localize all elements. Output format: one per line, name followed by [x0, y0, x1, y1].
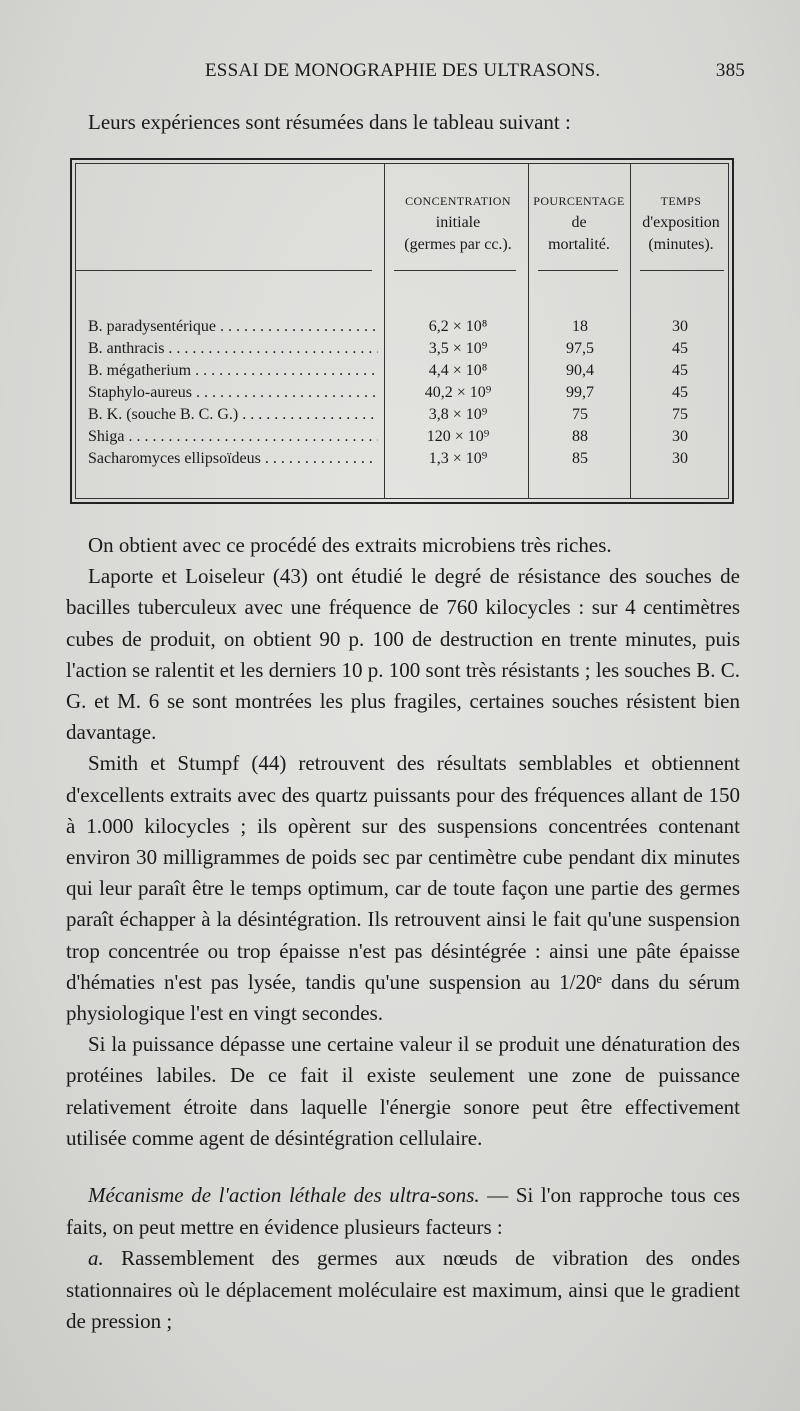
- item-text: Rassemblement des germes aux nœuds de vibration des ondes stationnaires où le déplacement moléculaire est maximum, ainsi que le gradient de pression ;: [66, 1246, 740, 1333]
- column-header-concentration: CONCENTRATION initiale (germes par cc.).: [404, 194, 512, 253]
- concentration-value: 6,2 × 10⁸: [428, 318, 488, 335]
- time-value: 30: [672, 450, 688, 467]
- mortality-value: 99,7: [566, 384, 594, 401]
- organism-name: B. mégatherium . . .: [88, 362, 378, 380]
- mechanism-heading: Mécanisme de l'action léthale des ultra-sons.: [88, 1183, 480, 1207]
- header-rule: [640, 270, 724, 271]
- paragraph: Smith et Stumpf (44) retrouvent des résultats semblables et obtiennent d'excellents extraits avec des quartz puissants pour des fréquences allant de 150 à 1.000 kilocycles ; ils opèrent sur des suspensions concentrées contenant environ 30 milligrammes de poids sec par centimètre cube pendant dix minutes qui leur paraît être le temps optimum, car de toute façon une partie des germes paraît échapper à la désintégration. Ils retrouvent ainsi le fait qu'une suspension trop concentrée ou trop épaisse n'est pas désintégrée : ainsi une pâte épaisse d'hématies n'est pas lysée, tandis qu'une suspension au 1/20ᵉ dans du sérum physiologique l'est en vingt secondes.: [66, 751, 740, 1026]
- time-value: 30: [672, 318, 688, 335]
- mechanism-section: [66, 1180, 740, 1338]
- mortality-value: 97,5: [566, 340, 594, 357]
- mechanism-item: [66, 1243, 740, 1338]
- time-value: 75: [672, 406, 688, 423]
- organism-name: B. anthracis . . .: [88, 340, 378, 358]
- running-title: ESSAI DE MONOGRAPHIE DES ULTRASONS.: [205, 60, 601, 81]
- mechanism-dash: —: [479, 1183, 516, 1207]
- body-text: [66, 530, 740, 1154]
- page-number: 385: [715, 60, 745, 81]
- mortality-value: 75: [572, 406, 588, 423]
- concentration-value: 3,8 × 10⁹: [428, 406, 488, 423]
- organism-name: Staphylo-aureus . . .: [88, 384, 378, 402]
- mechanism-text: Si l'on rapproche tous ces faits, on peut mettre en évidence plusieurs facteurs :: [66, 1183, 741, 1239]
- table-row: [88, 406, 728, 428]
- header-rule: [76, 270, 372, 271]
- time-value: 45: [672, 384, 688, 401]
- concentration-value: 1,3 × 10⁹: [428, 450, 488, 467]
- paragraph: On obtient avec ce procédé des extraits microbiens très riches.: [88, 533, 612, 557]
- table-row: [88, 340, 728, 362]
- table-row: [88, 428, 728, 450]
- concentration-value: 3,5 × 10⁹: [428, 340, 488, 357]
- running-header: [205, 60, 745, 90]
- header-rule: [538, 270, 618, 271]
- table-row: [88, 362, 728, 384]
- paragraph: Si la puissance dépasse une certaine valeur il se produit une dénaturation des protéines labiles. De ce fait il existe seulement une zone de puissance relativement étroite dans laquelle l'énergie sonore peut être effectivement utilisée comme agent de désintégration cellulaire.: [66, 1032, 740, 1150]
- organism-name: Shiga . . .: [88, 428, 378, 446]
- column-header-mortality: POURCENTAGE de mortalité.: [533, 194, 625, 253]
- header-rule: [394, 270, 516, 271]
- table-row: [88, 318, 728, 340]
- time-value: 30: [672, 428, 688, 445]
- organism-name: Sacharomyces ellipsoïdeus . . .: [88, 450, 378, 468]
- concentration-value: 40,2 × 10⁹: [424, 384, 492, 401]
- table-intro: Leurs expériences sont résumées dans le tableau suivant :: [88, 110, 571, 134]
- organism-name: B. paradysentérique . . .: [88, 318, 378, 336]
- organism-name: B. K. (souche B. C. G.) . . .: [88, 406, 378, 424]
- paragraph: Laporte et Loiseleur (43) ont étudié le degré de résistance des souches de bacilles tuberculeux avec une fréquence de 760 kilocycles : sur 4 centimètres cubes de produit, on obtient 90 p. 100 de destruction en trente minutes, puis l'action se ralentit et les derniers 10 p. 100 sont très résistants ; les souches B. C. G. et M. 6 se sont montrées les plus fragiles, certaines souches résistent bien davantage.: [66, 564, 740, 745]
- mortality-value: 90,4: [566, 362, 594, 379]
- item-letter: a.: [88, 1246, 104, 1270]
- mortality-value: 18: [572, 318, 588, 335]
- table-row: [88, 450, 728, 472]
- mortality-value: 85: [572, 450, 588, 467]
- mechanism-paragraph: [66, 1180, 740, 1243]
- concentration-value: 4,4 × 10⁸: [428, 362, 488, 379]
- time-value: 45: [672, 362, 688, 379]
- column-header-time: TEMPS d'exposition (minutes).: [642, 194, 720, 253]
- time-value: 45: [672, 340, 688, 357]
- results-table: [70, 158, 734, 504]
- mortality-value: 88: [572, 428, 588, 445]
- table-row: [88, 384, 728, 406]
- concentration-value: 120 × 10⁹: [426, 428, 490, 445]
